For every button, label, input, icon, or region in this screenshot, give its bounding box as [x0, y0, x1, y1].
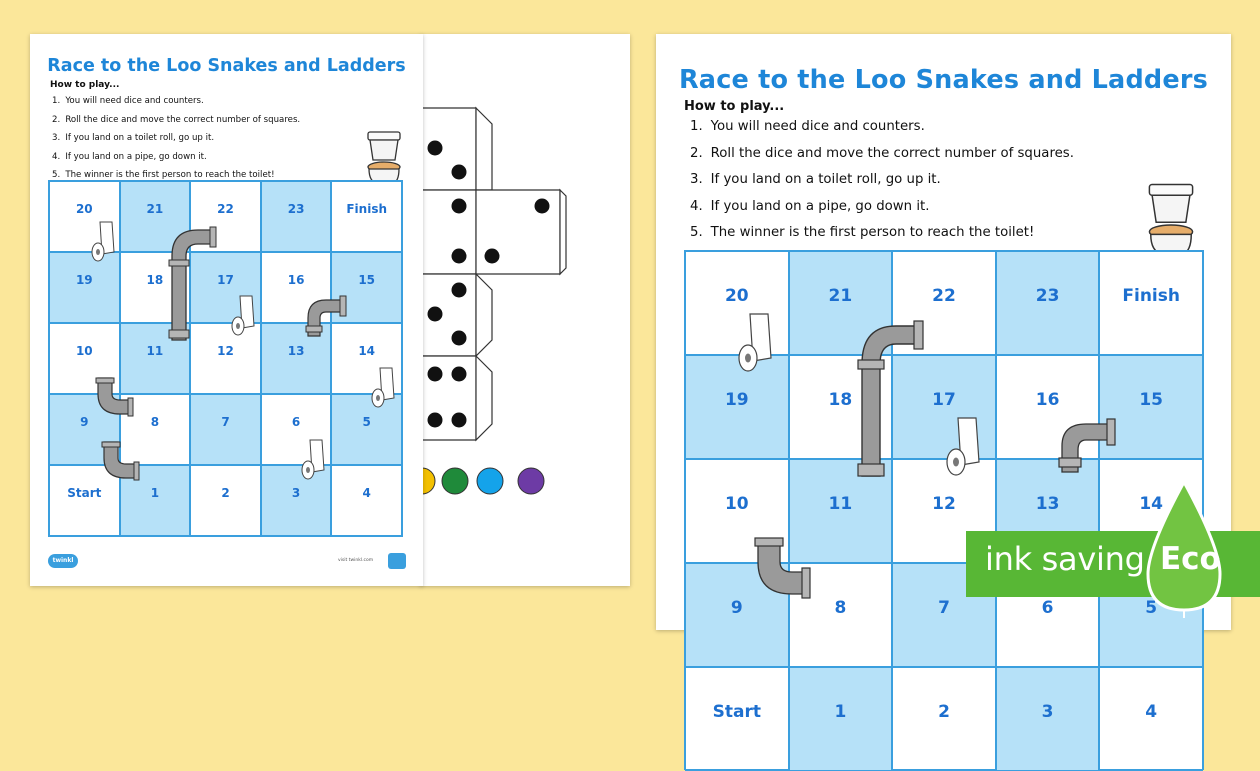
- rule-item: 3. If you land on a toilet roll, go up it.: [52, 133, 215, 144]
- rules-list: [690, 114, 1074, 247]
- board-square: 8: [789, 563, 893, 667]
- rule-item: 4. If you land on a pipe, go down it.: [690, 198, 930, 214]
- board-square: 3: [261, 465, 332, 536]
- page-title: Race to the Loo Snakes and Ladders: [678, 65, 1209, 95]
- board-sheet-small: [30, 34, 423, 586]
- board-square: 7: [892, 563, 996, 667]
- rule-item: 5. The winner is the first person to reach the toilet!: [690, 225, 1035, 241]
- board-square: 22: [190, 181, 261, 252]
- board-square: 18: [120, 252, 191, 323]
- board-square: 21: [789, 251, 893, 355]
- rule-item: 3. If you land on a toilet roll, go up it.: [690, 172, 941, 188]
- board-square: 23: [261, 181, 332, 252]
- board-square: 23: [996, 251, 1100, 355]
- board-square: 15: [331, 252, 402, 323]
- board-square: Finish: [1099, 251, 1203, 355]
- ink-saving-label: ink saving: [985, 540, 1145, 578]
- board-square: 2: [190, 465, 261, 536]
- board-square: 1: [789, 667, 893, 771]
- board-square: 5: [331, 394, 402, 465]
- dice-net-tab: [560, 190, 566, 274]
- counter-purple: [518, 468, 544, 494]
- board-square: 10: [49, 323, 120, 394]
- board-square: 9: [49, 394, 120, 465]
- how-to-play-heading: How to play...: [684, 99, 785, 114]
- board-square: 6: [996, 563, 1100, 667]
- board-square: Start: [49, 465, 120, 536]
- board-square: 11: [789, 459, 893, 563]
- twinkl-logo: twinkl: [48, 554, 78, 568]
- rule-item: 1. You will need dice and counters.: [690, 119, 925, 134]
- board-square: 13: [261, 323, 332, 394]
- board-square: 11: [120, 323, 191, 394]
- board-square: 18: [789, 355, 893, 459]
- board-square: Start: [685, 667, 789, 771]
- rule-item: 2. Roll the dice and move the correct number of squares.: [52, 114, 301, 125]
- board-square: Finish: [331, 181, 402, 252]
- rule-item: 1. You will need dice and counters.: [52, 96, 204, 106]
- board-square: 1: [120, 465, 191, 536]
- counters: [409, 468, 544, 494]
- rule-item: 4. If you land on a pipe, go down it.: [52, 151, 207, 162]
- board-square: 19: [685, 355, 789, 459]
- rule-item: 2. Roll the dice and move the correct number of squares.: [690, 145, 1074, 161]
- board-square: 12: [892, 459, 996, 563]
- counter-green: [442, 468, 468, 494]
- board-square: 15: [1099, 355, 1203, 459]
- board-square: 7: [190, 394, 261, 465]
- board-square: 17: [892, 355, 996, 459]
- board-square: 10: [685, 459, 789, 563]
- board-square: 3: [996, 667, 1100, 771]
- board-square: 20: [49, 181, 120, 252]
- board-square: 13: [996, 459, 1100, 563]
- board-square: 14: [331, 323, 402, 394]
- board-square: 4: [331, 465, 402, 536]
- board-square: 14: [1099, 459, 1203, 563]
- board-square: 9: [685, 563, 789, 667]
- eco-label: Eco: [1160, 541, 1221, 577]
- dice-net-tab: [476, 356, 492, 440]
- dice-net-sheet: [420, 34, 630, 586]
- board-square: 17: [190, 252, 261, 323]
- dice-face-five: [420, 356, 476, 440]
- rules-list: [52, 92, 300, 185]
- board-square: 16: [996, 355, 1100, 459]
- dice-face-three: [420, 190, 476, 274]
- board-square: 4: [1099, 667, 1203, 771]
- counter-light-blue: [477, 468, 503, 494]
- dice-net-tab: [476, 274, 492, 356]
- dice-net-tab: [476, 108, 492, 190]
- board-square: 21: [120, 181, 191, 252]
- game-board: [684, 250, 1204, 770]
- board-square: 2: [892, 667, 996, 771]
- board-square: 22: [892, 251, 996, 355]
- board-square: 8: [120, 394, 191, 465]
- page-title: Race to the Loo Snakes and Ladders: [47, 56, 406, 76]
- board-square: 6: [261, 394, 332, 465]
- footer-badge-icon: [388, 553, 406, 569]
- board-square: 20: [685, 251, 789, 355]
- board-square: 12: [190, 323, 261, 394]
- board-square: 16: [261, 252, 332, 323]
- footer-url: visit twinkl.com: [338, 558, 374, 563]
- board-square: 19: [49, 252, 120, 323]
- how-to-play-heading: How to play...: [50, 80, 120, 90]
- rule-item: 5. The winner is the first person to reach the toilet!: [52, 170, 275, 181]
- board-square: 5: [1099, 563, 1203, 667]
- game-board: [48, 180, 403, 537]
- dice-net: [420, 34, 630, 586]
